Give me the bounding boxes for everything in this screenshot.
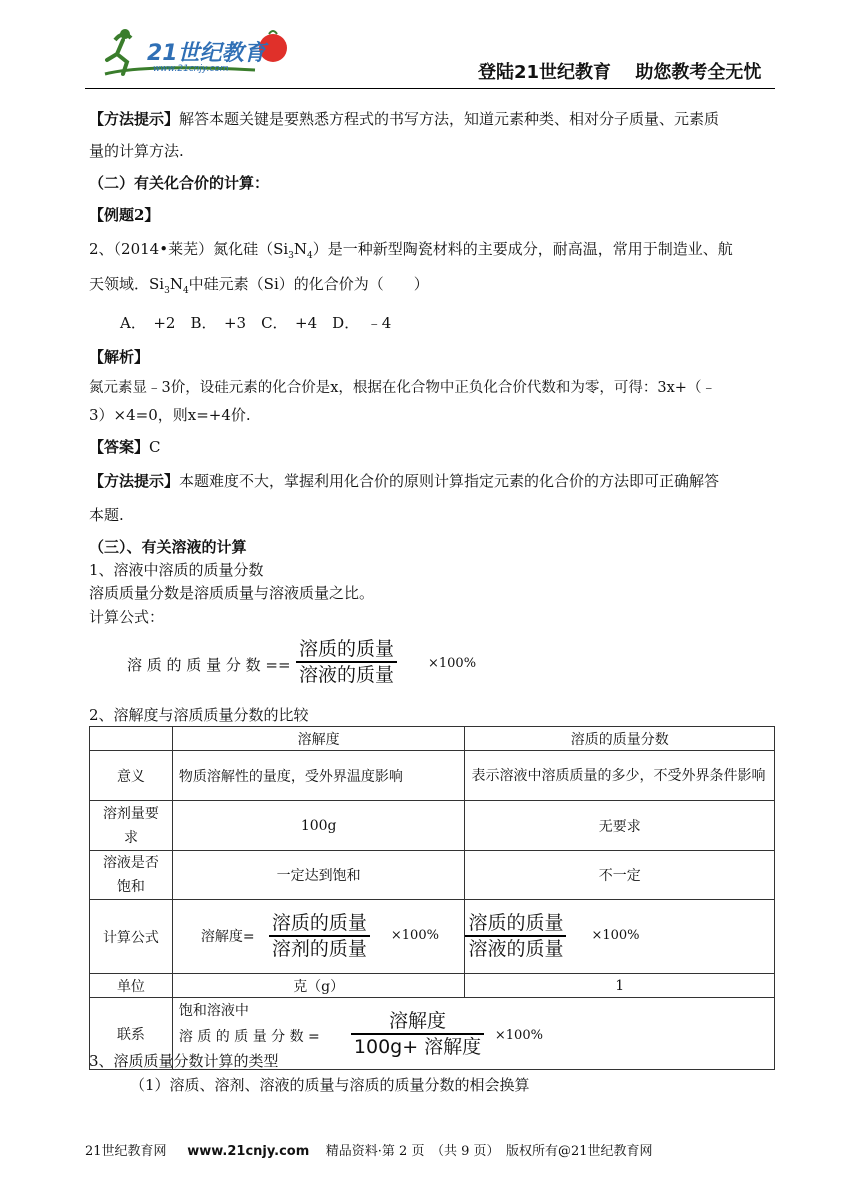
- table-cell: 克（g）: [172, 974, 465, 998]
- formula-multiplier: ×100%: [494, 1028, 543, 1043]
- table-header-cell: 溶解度: [172, 727, 465, 751]
- table-row: [90, 974, 775, 998]
- fraction-numerator: 溶解度: [389, 1010, 447, 1032]
- row-label: 联系: [90, 998, 173, 1070]
- formula-lhs: 溶 质 的 质 量 分 数 ==: [127, 656, 291, 674]
- footer: [85, 1140, 653, 1159]
- fraction-bar: [269, 935, 370, 937]
- question-l2b: N: [169, 275, 183, 293]
- fraction-denominator: 溶剂的质量: [271, 938, 367, 960]
- question-l2c: 中硅元素（Si）的化合价为（ ）: [188, 275, 429, 293]
- subscript: 4: [307, 251, 313, 261]
- table-cell: 1: [465, 974, 775, 998]
- fraction-bar: [465, 935, 566, 937]
- header-divider: [85, 88, 775, 89]
- footer-url[interactable]: www.21cnjy.com: [187, 1144, 310, 1159]
- table-header-row: [90, 727, 775, 751]
- item2: 2、溶解度与溶质质量分数的比较: [89, 706, 309, 724]
- method-hint-text: 解答本题关键是要熟悉方程式的书写方法，知道元素种类、相对分子质量、元素质: [179, 110, 720, 128]
- row-label: 单位: [90, 974, 173, 998]
- relation-line1: 饱和溶液中: [178, 1003, 249, 1019]
- table-header-cell: 溶质的质量分数: [465, 727, 775, 751]
- relation-prefix: 溶 质 的 质 量 分 数 =: [178, 1029, 320, 1045]
- formula-multiplier: ×100%: [591, 928, 640, 943]
- method-hint-2-line1: [89, 470, 719, 491]
- table-header-cell: [90, 727, 173, 751]
- footer-site[interactable]: 21世纪教育网: [85, 1144, 167, 1159]
- fraction-bar: [351, 1033, 484, 1035]
- formula-fraction: [269, 912, 370, 960]
- table-row: [90, 751, 775, 801]
- subscript: 3: [288, 251, 294, 261]
- table-cell-formula: [465, 900, 775, 974]
- analysis-title: 【解析】: [89, 348, 150, 366]
- answer-line: [89, 436, 161, 457]
- table-cell: 不一定: [465, 851, 775, 900]
- question-suffix: ）是一种新型陶瓷材料的主要成分，耐高温，常用于制造业、航: [312, 240, 733, 258]
- subscript: 3: [164, 286, 170, 296]
- method-hint-1-line2: 量的计算方法.: [89, 142, 184, 160]
- item3-1: （1）溶质、溶剂、溶液的质量与溶质的质量分数的相会换算: [130, 1076, 530, 1094]
- question-n: N: [293, 240, 307, 258]
- table-row: [90, 900, 775, 974]
- table-row: [90, 851, 775, 900]
- subscript: 4: [182, 286, 189, 296]
- formula-prefix: 溶解度=: [200, 929, 255, 945]
- table-cell: 100g: [172, 801, 465, 851]
- method-hint-text: 本题难度不大，掌握利用化合价的原则计算指定元素的化合价的方法即可正确解答: [179, 472, 720, 490]
- site-logo[interactable]: [95, 22, 295, 82]
- item3: 3、溶质质量分数计算的类型: [89, 1052, 279, 1070]
- section3-title: （三）、有关溶液的计算: [89, 538, 247, 556]
- logo-text: 21世纪教育: [147, 41, 266, 66]
- question-line2: [89, 273, 429, 296]
- table-cell: 无要求: [465, 801, 775, 851]
- question-line1: [89, 238, 733, 261]
- item1: 1、溶液中溶质的质量分数: [89, 561, 264, 579]
- fraction-denominator: 100g+ 溶解度: [353, 1036, 482, 1058]
- row-label: 溶剂量要求: [90, 801, 173, 851]
- row-label: 溶液是否饱和: [90, 851, 173, 900]
- table-cell: 表示溶液中溶质质量的多少，不受外界条件影响: [465, 751, 775, 801]
- formula-fraction: [465, 912, 566, 960]
- table-cell: 一定达到饱和: [172, 851, 465, 900]
- question-prefix: 2、（2014•莱芜）氮化硅（Si: [89, 240, 289, 258]
- formula-multiplier: ×100%: [428, 656, 477, 671]
- fraction-bar: [296, 661, 397, 663]
- formula-multiplier: ×100%: [390, 928, 439, 943]
- fraction-numerator: 溶质的质量: [271, 912, 367, 934]
- header-slogan: 登陆21世纪教育 助您教考全无忧: [478, 62, 762, 83]
- formula-label: 计算公式：: [89, 608, 165, 626]
- method-hint-tag: 【方法提示】: [89, 110, 180, 128]
- logo-url: www.21cnjy.com: [153, 64, 229, 74]
- example-title: 【例题2】: [89, 206, 160, 224]
- analysis-line1: 氮元素显﹣3价，设硅元素的化合价是x，根据在化合物中正负化合价代数和为零，可得：3x+（﹣: [89, 380, 716, 396]
- footer-info: 精品资料·第 2 页 （共 9 页） 版权所有@21世纪教育网: [325, 1144, 653, 1159]
- method-hint-2-line2: 本题.: [89, 506, 124, 524]
- definition: 溶质质量分数是溶质质量与溶液质量之比。: [89, 584, 375, 602]
- answer-tag: 【答案】: [89, 438, 150, 456]
- row-label: 意义: [90, 751, 173, 801]
- question-options: A． +2 B． +3 C． +4 D． ﹣4: [120, 314, 392, 332]
- section2-title: （二）有关化合价的计算：: [89, 174, 270, 192]
- analysis-line2: 3）×4=0，则x=+4价.: [89, 406, 251, 424]
- comparison-table: [89, 726, 775, 1070]
- fraction-denominator: 溶液的质量: [468, 938, 564, 960]
- formula-fraction: [351, 1010, 484, 1058]
- method-hint-1-line1: [89, 108, 719, 129]
- table-cell-formula: [172, 900, 465, 974]
- fraction-numerator: 溶质的质量: [299, 638, 395, 660]
- fraction-denominator: 溶液的质量: [299, 664, 395, 686]
- answer-value: C: [149, 438, 161, 456]
- formula-fraction: [296, 638, 397, 686]
- table-row: [90, 801, 775, 851]
- method-hint-tag: 【方法提示】: [89, 472, 180, 490]
- question-l2a: 天领域．Si: [89, 275, 165, 293]
- row-label: 计算公式: [90, 900, 173, 974]
- fraction-numerator: 溶质的质量: [468, 912, 564, 934]
- table-cell: 物质溶解性的量度，受外界温度影响: [172, 751, 465, 801]
